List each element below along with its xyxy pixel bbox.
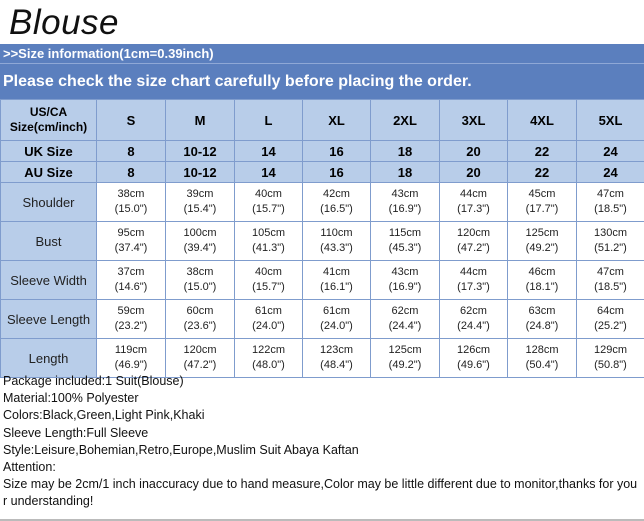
measurement-cell [577, 300, 644, 339]
au-size-cell: 8 [97, 162, 166, 183]
measurement-inch: (15.0") [183, 281, 217, 293]
measurement-cell [303, 222, 371, 261]
package-note: Package included:1 Suit(Blouse) [3, 374, 184, 388]
au-size-cell: 16 [303, 162, 371, 183]
measurement-inch: (49.2") [525, 242, 559, 254]
au-size-row [1, 162, 644, 183]
measurement-cell [97, 183, 166, 222]
measurement-cm: 44cm [460, 266, 487, 278]
measurement-cell [166, 261, 235, 300]
measurement-inch: (49.2") [388, 359, 422, 371]
measurement-cm: 125cm [525, 227, 559, 239]
measurement-cm: 126cm [456, 344, 491, 356]
measurement-row [1, 222, 644, 261]
measurement-inch: (18.5") [594, 203, 627, 215]
measurement-cell [508, 183, 577, 222]
measurement-inch: (18.5") [594, 281, 627, 293]
measurement-cm: 38cm [117, 188, 145, 200]
uk-size-cell: 18 [371, 141, 440, 162]
measurement-inch: (17.3") [457, 203, 490, 215]
measurement-inch: (25.2") [594, 320, 627, 332]
measurement-cell [235, 339, 303, 378]
sleeve-note: Sleeve Length:Full Sleeve [3, 425, 149, 440]
measurement-inch: (16.5") [320, 203, 353, 215]
uk-size-cell: 14 [235, 141, 303, 162]
measurement-row [1, 300, 644, 339]
measurement-inch: (48.0") [252, 359, 285, 371]
measurement-inch: (18.1") [525, 281, 559, 293]
measurement-inch: (16.9") [388, 203, 422, 215]
measurement-cm: 123cm [319, 344, 354, 356]
measurement-cell [371, 183, 440, 222]
measurement-cell [371, 300, 440, 339]
measurement-inch: (24.4") [388, 320, 422, 332]
measurement-inch: (47.2") [183, 359, 217, 371]
measurement-cell [166, 339, 235, 378]
measurement-cm: 60cm [186, 305, 214, 317]
measurement-inch: (24.0") [252, 320, 285, 332]
measurement-cell [166, 222, 235, 261]
au-size-cell: 10-12 [166, 162, 235, 183]
measurement-cell [371, 339, 440, 378]
measurement-cm: 100cm [183, 227, 217, 239]
measurement-inch: (46.9") [114, 359, 148, 371]
uk-size-cell: 8 [97, 141, 166, 162]
measurement-cell [577, 339, 644, 378]
size-header-cell: S [97, 100, 166, 141]
measurement-cell [508, 261, 577, 300]
measurement-inch: (16.1") [320, 281, 353, 293]
attention-note: Attention: [3, 460, 56, 475]
measurement-cm: 110cm [320, 227, 353, 239]
measurement-inch: (23.6") [183, 320, 217, 332]
measurement-cell [508, 222, 577, 261]
measurement-cm: 122cm [251, 344, 286, 356]
measurement-cell [577, 183, 644, 222]
measurement-cm: 62cm [460, 305, 487, 317]
uk-size-cell: 24 [577, 141, 644, 162]
measurement-cm: 43cm [391, 266, 419, 278]
measurement-row [1, 183, 644, 222]
measurement-cm: 64cm [597, 305, 624, 317]
product-title: Blouse [9, 3, 120, 42]
measurement-cm: 45cm [528, 188, 556, 200]
measurement-inch: (24.8") [525, 320, 559, 332]
size-header-cell: M [166, 100, 235, 141]
measurement-cm: 44cm [460, 188, 487, 200]
style-note: Style:Leisure,Bohemian,Retro,Europe,Muslim Suit Abaya Kaftan [3, 442, 359, 457]
uk-size-row [1, 141, 644, 162]
measurement-inch: (24.4") [457, 320, 490, 332]
au-size-cell: 18 [371, 162, 440, 183]
measurement-label: Sleeve Length [1, 300, 97, 339]
size-corner-cell [1, 100, 97, 141]
measurement-cm: 119cm [114, 344, 148, 356]
measurement-cm: 61cm [255, 305, 282, 317]
measurement-cm: 47cm [597, 188, 624, 200]
measurement-cell [235, 261, 303, 300]
measurement-cm: 128cm [525, 344, 559, 356]
measurement-label: Sleeve Width [1, 261, 97, 300]
measurement-inch: (16.9") [388, 281, 422, 293]
measurement-cell [371, 222, 440, 261]
measurement-cm: 39cm [186, 188, 214, 200]
measurement-inch: (15.7") [252, 281, 285, 293]
au-size-cell: 20 [440, 162, 508, 183]
size-header-cell: XL [303, 100, 371, 141]
measurement-row [1, 261, 644, 300]
measurement-cm: 46cm [528, 266, 556, 278]
measurement-cm: 47cm [597, 266, 624, 278]
measurement-cell [303, 300, 371, 339]
measurement-cm: 41cm [323, 266, 350, 278]
measurement-cell [577, 222, 644, 261]
au-size-label: AU Size [1, 162, 97, 183]
measurement-cell [97, 261, 166, 300]
size-header-cell: 4XL [508, 100, 577, 141]
measurement-inch: (48.4") [320, 359, 353, 371]
measurement-inch: (50.4") [525, 359, 559, 371]
au-size-cell: 22 [508, 162, 577, 183]
material-note: Material:100% Polyester [3, 391, 139, 406]
measurement-cell [371, 261, 440, 300]
measurement-cell [303, 339, 371, 378]
size-header-cell: L [235, 100, 303, 141]
measurement-cm: 38cm [186, 266, 214, 278]
measurement-cell [166, 183, 235, 222]
measurement-row [1, 339, 644, 378]
measurement-cell [440, 339, 508, 378]
measurement-inch: (24.0") [320, 320, 353, 332]
size-header-cell: 3XL [440, 100, 508, 141]
measurement-inch: (15.4") [183, 203, 217, 215]
measurement-cell [235, 300, 303, 339]
disclaimer-note: Size may be 2cm/1 inch inaccuracy due to hand measure,Color may be little different due to monitor,thanks for your understanding! [3, 477, 638, 509]
uk-size-cell: 10-12 [166, 141, 235, 162]
measurement-inch: (17.3") [457, 281, 490, 293]
measurement-cm: 42cm [323, 188, 350, 200]
measurement-cell [235, 183, 303, 222]
measurement-inch: (49.6") [457, 359, 490, 371]
measurement-inch: (39.4") [183, 242, 217, 254]
product-notes [3, 373, 641, 511]
uk-size-cell: 22 [508, 141, 577, 162]
measurement-cm: 120cm [183, 344, 217, 356]
measurement-cm: 62cm [391, 305, 419, 317]
measurement-cm: 37cm [117, 266, 145, 278]
corner-line-2: Size(cm/inch) [9, 120, 88, 134]
measurement-inch: (41.3") [252, 242, 285, 254]
corner-line-1: US/CA [29, 105, 68, 119]
measurement-inch: (51.2") [594, 242, 627, 254]
measurement-inch: (43.3") [320, 242, 353, 254]
measurement-cm: 120cm [456, 227, 491, 239]
size-header-cell: 5XL [577, 100, 644, 141]
uk-size-cell: 16 [303, 141, 371, 162]
size-header-row [1, 100, 644, 141]
measurement-cell [235, 222, 303, 261]
measurement-cell [440, 183, 508, 222]
size-info-banner: >>Size information(1cm=0.39inch) [0, 44, 644, 63]
measurement-inch: (17.7") [525, 203, 559, 215]
measurement-inch: (37.4") [114, 242, 148, 254]
measurement-cell [303, 183, 371, 222]
measurement-cell [303, 261, 371, 300]
measurement-label: Length [1, 339, 97, 378]
measurement-cell [166, 300, 235, 339]
measurement-cm: 95cm [117, 227, 145, 239]
uk-size-label: UK Size [1, 141, 97, 162]
measurement-inch: (23.2") [114, 320, 148, 332]
measurement-inch: (15.7") [252, 203, 285, 215]
measurement-cm: 115cm [388, 227, 422, 239]
au-size-cell: 24 [577, 162, 644, 183]
uk-size-cell: 20 [440, 141, 508, 162]
measurement-inch: (47.2") [457, 242, 490, 254]
size-header-cell: 2XL [371, 100, 440, 141]
measurement-cm: 105cm [251, 227, 286, 239]
measurement-inch: (14.6") [114, 281, 148, 293]
measurement-cm: 129cm [593, 344, 628, 356]
au-size-cell: 14 [235, 162, 303, 183]
measurement-cell [97, 222, 166, 261]
size-table [0, 99, 644, 378]
measurement-cm: 59cm [117, 305, 145, 317]
measurement-cell [508, 300, 577, 339]
measurement-label: Bust [1, 222, 97, 261]
measurement-inch: (15.0") [114, 203, 148, 215]
measurement-cell [97, 300, 166, 339]
size-check-notice: Please check the size chart carefully before placing the order. [0, 63, 644, 99]
measurement-cell [97, 339, 166, 378]
colors-note: Colors:Black,Green,Light Pink,Khaki [3, 408, 205, 423]
measurement-cm: 40cm [255, 188, 282, 200]
measurement-cell [577, 261, 644, 300]
measurement-inch: (45.3") [388, 242, 422, 254]
measurement-cm: 63cm [528, 305, 556, 317]
measurement-cm: 125cm [388, 344, 422, 356]
measurement-cell [440, 300, 508, 339]
measurement-label: Shoulder [1, 183, 97, 222]
measurement-cm: 61cm [323, 305, 350, 317]
measurement-cm: 40cm [255, 266, 282, 278]
measurement-cell [508, 339, 577, 378]
measurement-cell [440, 222, 508, 261]
measurement-cm: 130cm [593, 227, 628, 239]
measurement-cm: 43cm [391, 188, 419, 200]
measurement-inch: (50.8") [594, 359, 627, 371]
measurement-cell [440, 261, 508, 300]
